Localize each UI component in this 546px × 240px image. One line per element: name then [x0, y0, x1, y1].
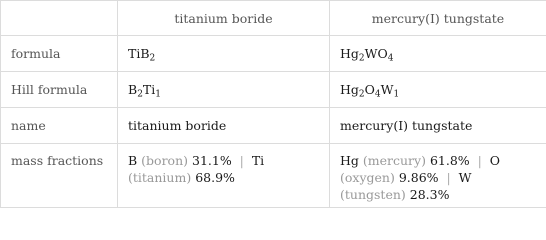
fraction-value: 28.3%	[409, 187, 450, 202]
corner-header-cell	[1, 1, 118, 36]
element-symbol: Hg	[340, 153, 359, 168]
formula-symbol: Ti	[142, 82, 156, 97]
element-symbol: W	[458, 170, 472, 185]
hill-formula-mercury-tungstate	[330, 72, 546, 108]
formula-subscript: 2	[137, 89, 143, 100]
element-name: (mercury)	[362, 153, 426, 168]
formula-subscript: 4	[374, 89, 381, 100]
formula-symbol: O	[364, 82, 375, 97]
formula-titanium-boride	[118, 36, 330, 72]
name-titanium-boride: titanium boride	[118, 108, 330, 144]
formula-mercury-tungstate	[330, 36, 546, 72]
formula-subscript: 4	[387, 53, 394, 64]
row-label-mass-fractions: mass fractions	[1, 144, 118, 208]
row-label-hill-formula: Hill formula	[1, 72, 118, 108]
fraction-value: 9.86%	[398, 170, 439, 185]
formula-symbol: Hg	[340, 82, 359, 97]
element-name: (boron)	[141, 153, 189, 168]
formula-symbol: WO	[364, 46, 388, 61]
name-mercury-tungstate: mercury(I) tungstate	[330, 108, 546, 144]
row-label-formula: formula	[1, 36, 118, 72]
fraction-value: 31.1%	[192, 153, 232, 168]
row-label-name: name	[1, 108, 118, 144]
formula-subscript: 1	[155, 89, 161, 100]
fraction-value: 68.9%	[195, 170, 235, 185]
element-symbol: O	[489, 153, 501, 168]
element-name: (oxygen)	[340, 170, 395, 185]
separator: |	[446, 170, 451, 185]
table-row-name	[1, 108, 546, 144]
element-symbol: B	[128, 153, 138, 168]
formula-subscript: 2	[149, 53, 156, 64]
separator: |	[477, 153, 482, 168]
formula-symbol: TiB	[128, 46, 150, 61]
formula-symbol: W	[380, 82, 394, 97]
table-row-hill-formula	[1, 72, 546, 108]
formula-subscript: 2	[358, 53, 365, 64]
formula-subscript: 1	[393, 89, 400, 100]
table-row-mass-fractions	[1, 144, 546, 208]
hill-formula-titanium-boride	[118, 72, 330, 108]
element-name: (tungsten)	[340, 187, 406, 202]
formula-symbol: B	[128, 82, 138, 97]
table-row-formula	[1, 36, 546, 72]
element-symbol: Ti	[251, 153, 265, 168]
formula-subscript: 2	[358, 89, 365, 100]
separator: |	[239, 153, 244, 168]
mass-fractions-titanium-boride	[118, 144, 330, 208]
element-name: (titanium)	[128, 170, 192, 185]
column-header-titanium-boride: titanium boride	[118, 1, 330, 36]
formula-symbol: Hg	[340, 46, 359, 61]
column-header-mercury-tungstate: mercury(I) tungstate	[330, 1, 546, 36]
fraction-value: 61.8%	[429, 153, 470, 168]
mass-fractions-mercury-tungstate	[330, 144, 546, 208]
